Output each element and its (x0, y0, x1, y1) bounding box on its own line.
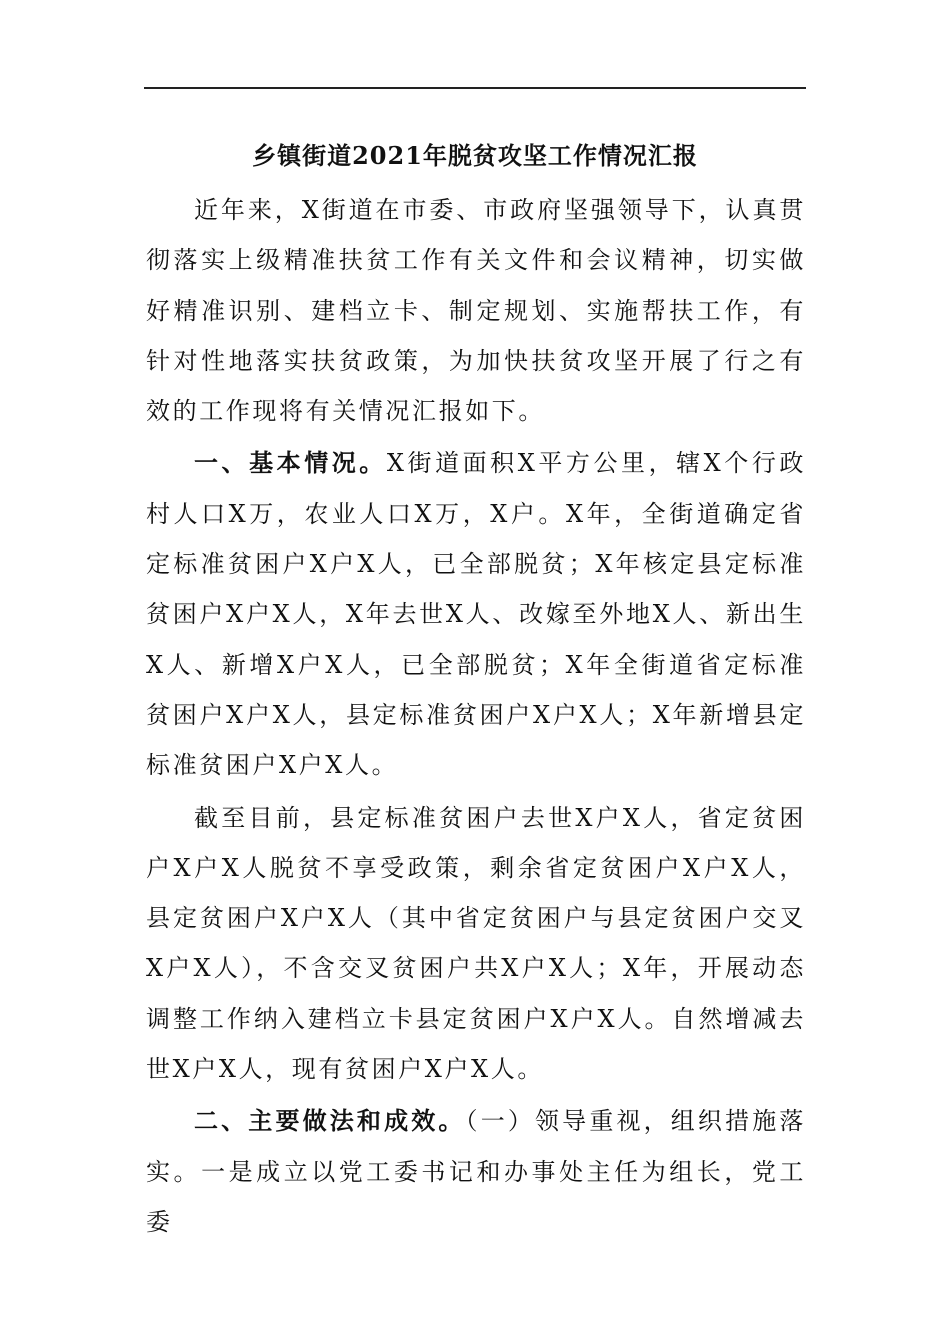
paragraph-basic-situation (146, 438, 806, 790)
document-body (146, 185, 806, 1249)
paragraph-current-status (146, 793, 806, 1095)
header-rule (144, 87, 806, 89)
paragraph-text: X街道面积X平方公里，辖X个行政村人口X万，农业人口X万，X户。X年，全街道确定省定标准贫困户X户X人，已全部脱贫；X年核定县定标准贫困户X户X人，X年去世X人、改嫁至外地X人、新出生X人、新增X户X人，已全部脱贫；X年全街道省定标准贫困户X户X人，县定标准贫困户X户X人；X年新增县定标准贫困户X户X人。 (146, 449, 807, 780)
paragraph-text: 近年来，X街道在市委、市政府坚强领导下，认真贯彻落实上级精准扶贫工作有关文件和会议精神，切实做好精准识别、建档立卡、制定规划、实施帮扶工作，有针对性地落实扶贫政策，为加快扶贫攻坚开展了行之有效的工作现将有关情况汇报如下。 (146, 196, 806, 426)
document-title: 乡镇街道2021年脱贫攻坚工作情况汇报 (252, 141, 698, 170)
paragraph-text: （一）领导重视，组织措施落实。一是成立以党工委书记和办事处主任为组长，党工委 (146, 1107, 806, 1236)
paragraph-text: 截至目前，县定标准贫困户去世X户X人，省定贫困户X户X人脱贫不享受政策，剩余省定贫困户X户X人，县定贫困户X户X人（其中省定贫困户与县定贫困户交叉X户X人），不含交叉贫困户共X户X人；X年，开展动态调整工作纳入建档立卡县定贫困户X户X人。自然增减去世X户X人，现有贫困户X户X人。 (146, 803, 806, 1084)
paragraph-main-practices (146, 1096, 806, 1247)
section-heading-main-practices: 二、主要做法和成效。 (194, 1106, 466, 1136)
paragraph-intro (146, 185, 806, 436)
section-heading-basic-situation: 一、基本情况。 (194, 448, 387, 478)
